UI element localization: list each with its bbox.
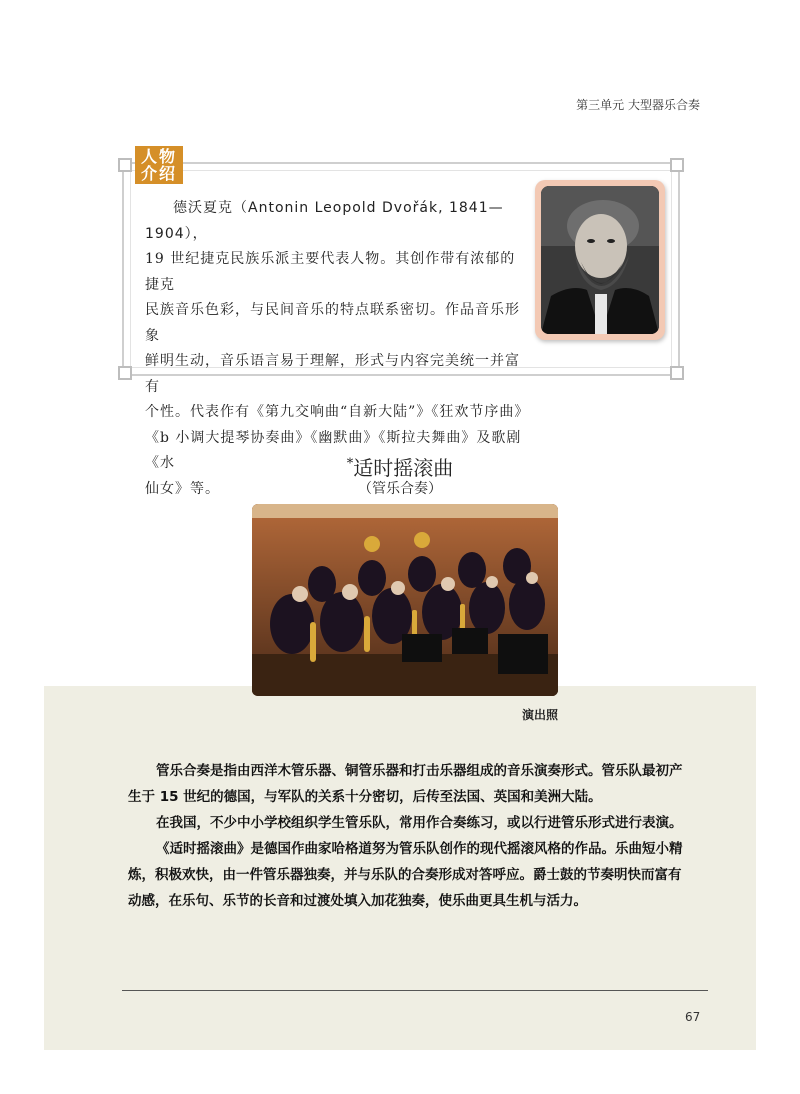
- bio-line: 民族音乐色彩，与民间音乐的特点联系密切。作品音乐形象: [145, 302, 520, 344]
- body-text: [128, 758, 690, 914]
- page-number: 67: [685, 1010, 701, 1024]
- paragraph: 管乐合奏是指由西洋木管乐器、铜管乐器和打击乐器组成的音乐演奏形式。管乐队最初产生于 15 世纪的德国，与军队的关系十分密切，后传至法国、英国和美洲大陆。: [128, 763, 683, 805]
- bio-line: 个性。代表作有《第九交响曲“自新大陆”》《狂欢节序曲》: [145, 404, 530, 420]
- paragraph: 《适时摇滚曲》是德国作曲家哈格道努为管乐队创作的现代摇滚风格的作品。乐曲短小精炼，积极欢快，由一件管乐器独奏，并与乐队的合奏形成对答呼应。爵士鼓的节奏明快而富有动感，在乐句、乐节的长音和过渡处填入加花独奏，使乐曲更具生机与活力。: [128, 841, 683, 909]
- footer-rule: [122, 990, 708, 991]
- unit-header: 第三单元 大型器乐合奏: [576, 98, 700, 112]
- bio-line: 仙女》等。: [145, 480, 220, 497]
- title-text: 适时摇滚曲: [353, 456, 454, 480]
- piece-subtitle: （管乐合奏）: [358, 481, 442, 497]
- performance-photo: [252, 504, 558, 696]
- bio-line: 《b 小调大提琴协奏曲》《幽默曲》《斯拉夫舞曲》及歌剧《水: [145, 429, 522, 471]
- portrait-frame: [535, 180, 665, 340]
- composer-portrait: [541, 186, 659, 334]
- photo-caption: 演出照: [522, 708, 559, 722]
- composer-name: 德沃夏克（Antonin Leopold Dvořák, 1841—1904），: [145, 200, 504, 242]
- paragraph: 在我国，不少中小学校组织学生管乐队，常用作合奏练习，或以行进管乐形式进行表演。: [156, 815, 683, 831]
- badge-line1: 人物: [140, 147, 177, 166]
- biography-badge: [135, 146, 183, 184]
- title-star: *: [346, 456, 354, 472]
- piece-title: [0, 452, 800, 481]
- bio-line: 鲜明生动，音乐语言易于理解，形式与内容完美统一并富有: [145, 353, 520, 395]
- bio-line: 19 世纪捷克民族乐派主要代表人物。其创作带有浓郁的捷克: [145, 251, 516, 293]
- badge-line2: 介绍: [140, 164, 177, 183]
